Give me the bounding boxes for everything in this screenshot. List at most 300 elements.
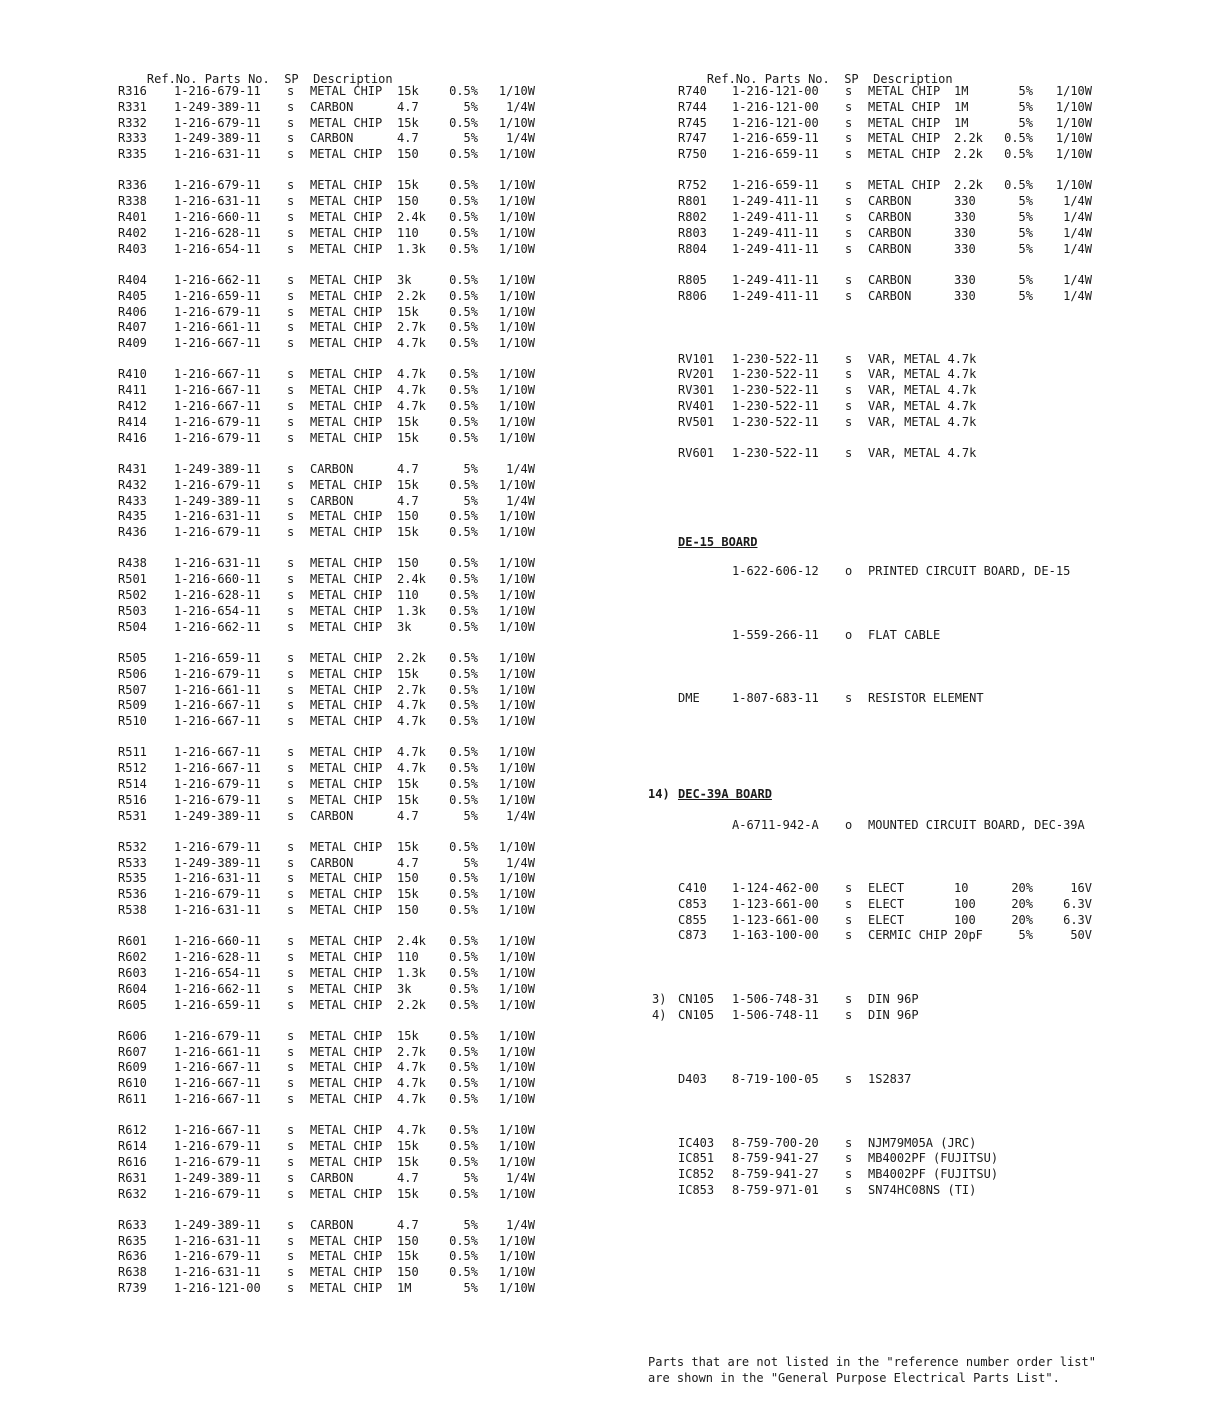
header-ref: Ref.No. [706, 72, 758, 86]
part-row [118, 1234, 558, 1250]
sp-code: s [845, 131, 853, 146]
description: 1S2837 [868, 1071, 912, 1086]
tolerance: 0.5% [1004, 131, 1033, 146]
sp-code: s [845, 1071, 853, 1086]
parts-no: 1-249-389-11 [174, 493, 261, 508]
tolerance: 5% [463, 1281, 478, 1295]
description: METAL CHIP [310, 1044, 383, 1059]
parts-no: 1-216-679-11 [174, 776, 261, 791]
value: 4.7 [397, 855, 419, 870]
rating: 50V [1070, 928, 1092, 943]
part-row [118, 415, 558, 431]
description: METAL CHIP [310, 1092, 383, 1107]
description: CARBON [868, 272, 912, 287]
ref-no: R510 [118, 714, 147, 729]
tolerance: 5% [463, 1217, 478, 1232]
ref-no: R739 [118, 1281, 147, 1295]
ref-no: R745 [678, 115, 707, 130]
ref-no: RV301 [678, 383, 715, 398]
parts-no: 1-163-100-00 [732, 928, 819, 943]
tolerance: 0.5% [449, 1233, 478, 1248]
parts-no: 1-216-662-11 [174, 981, 261, 996]
value: 3k [397, 981, 412, 996]
parts-no: 1-216-679-11 [174, 304, 261, 319]
parts-no: 1-216-121-00 [174, 1281, 261, 1295]
sp-code: s [287, 1170, 295, 1185]
parts-no: 1-123-661-00 [732, 896, 819, 911]
value: 20pF [954, 928, 983, 943]
value: 150 [397, 1233, 419, 1248]
rating: 1/4W [1063, 210, 1092, 225]
tolerance: 0.5% [449, 792, 478, 807]
parts-no: 1-216-679-11 [174, 666, 261, 681]
description: METAL CHIP [310, 839, 383, 854]
part-row [118, 745, 558, 761]
ref-no: R512 [118, 761, 147, 776]
rating: 1/4W [506, 461, 535, 476]
part-group [118, 273, 558, 352]
ref-no: R750 [678, 147, 707, 162]
parts-no: 1-230-522-11 [732, 351, 819, 366]
sp-code: s [287, 776, 295, 791]
ref-no: DME [678, 691, 700, 706]
tolerance: 0.5% [449, 887, 478, 902]
description: METAL CHIP [310, 666, 383, 681]
value: 4.7 [397, 493, 419, 508]
sp-code: s [287, 903, 295, 918]
ref-no: R805 [678, 272, 707, 287]
rating: 1/4W [506, 131, 535, 146]
tolerance: 5% [1018, 210, 1033, 225]
rating: 1/10W [498, 588, 535, 603]
description: ELECT [868, 912, 905, 927]
tolerance: 0.5% [449, 997, 478, 1012]
parts-no: 1-216-661-11 [174, 682, 261, 697]
value: 1M [954, 99, 969, 114]
parts-no: 1-216-679-11 [174, 1249, 261, 1264]
ref-no: R632 [118, 1186, 147, 1201]
parts-no: 1-506-748-31 [732, 992, 819, 1007]
sp-code: s [287, 603, 295, 618]
part-row [118, 982, 558, 998]
tolerance: 0.5% [449, 1265, 478, 1280]
rating: 1/4W [506, 99, 535, 114]
value: 15k [397, 414, 419, 429]
part-row [118, 431, 558, 447]
ref-no: R802 [678, 210, 707, 225]
parts-no: 1-216-662-11 [174, 619, 261, 634]
parts-no: 1-216-628-11 [174, 588, 261, 603]
description: ELECT [868, 881, 905, 896]
description: METAL CHIP [310, 714, 383, 729]
header-ref: Ref.No. [146, 72, 198, 86]
ref-no: R406 [118, 304, 147, 319]
value: 4.7k [397, 367, 426, 382]
part-group [648, 84, 1118, 163]
value: 150 [397, 903, 419, 918]
rating: 1/10W [498, 1028, 535, 1043]
ref-no: R607 [118, 1044, 147, 1059]
sp-code: s [845, 383, 853, 398]
parts-no: 1-249-411-11 [732, 194, 819, 209]
value: 2.2k [954, 131, 983, 146]
part-row [648, 992, 1118, 1008]
description: METAL CHIP [310, 1123, 383, 1138]
description: CARBON [868, 225, 912, 240]
ref-no: C853 [678, 896, 707, 911]
sp-code: s [287, 808, 295, 823]
sp-code: s [287, 1154, 295, 1169]
rating: 1/10W [498, 430, 535, 445]
parts-no: 1-216-631-11 [174, 147, 261, 162]
part-row [648, 383, 1118, 399]
part-row [118, 966, 558, 982]
tolerance: 20% [1011, 912, 1033, 927]
parts-no: A-6711-942-A [732, 818, 819, 833]
description: RESISTOR ELEMENT [868, 691, 984, 706]
tolerance: 0.5% [449, 336, 478, 351]
part-row [648, 367, 1118, 383]
ref-no: R501 [118, 572, 147, 587]
tolerance: 0.5% [449, 194, 478, 209]
value: 150 [397, 147, 419, 162]
parts-no: 1-216-679-11 [174, 1154, 261, 1169]
parts-no: 1-216-679-11 [174, 1028, 261, 1043]
tolerance: 0.5% [449, 178, 478, 193]
parts-no: 1-216-121-00 [732, 84, 819, 98]
part-row [648, 913, 1118, 929]
ref-no: R535 [118, 871, 147, 886]
part-group [648, 446, 1118, 462]
tolerance: 0.5% [449, 776, 478, 791]
sp-code: s [287, 572, 295, 587]
rating: 1/10W [1055, 115, 1092, 130]
tolerance: 0.5% [449, 1123, 478, 1138]
tolerance: 5% [463, 493, 478, 508]
sp-code: s [845, 1151, 853, 1166]
tolerance: 0.5% [449, 650, 478, 665]
ref-no: R331 [118, 99, 147, 114]
part-row [648, 242, 1118, 258]
part-group [648, 691, 1118, 707]
part-row [118, 871, 558, 887]
value: 4.7 [397, 808, 419, 823]
description: METAL CHIP [310, 603, 383, 618]
rating: 1/10W [498, 194, 535, 209]
description: METAL CHIP [310, 272, 383, 287]
part-row [118, 998, 558, 1014]
sp-code: s [845, 414, 853, 429]
tolerance: 0.5% [449, 950, 478, 965]
description: METAL CHIP [310, 367, 383, 382]
description: METAL CHIP [310, 1233, 383, 1248]
part-row [118, 840, 558, 856]
rating: 1/10W [498, 241, 535, 256]
tolerance: 0.5% [449, 477, 478, 492]
tolerance: 0.5% [449, 1139, 478, 1154]
parts-no: 1-216-679-11 [174, 1139, 261, 1154]
column-header [118, 52, 558, 86]
rating: 1/10W [1055, 99, 1092, 114]
rating: 1/4W [506, 808, 535, 823]
part-row [118, 1045, 558, 1061]
part-group [648, 992, 1118, 1024]
parts-list-right [648, 52, 1118, 1214]
part-row [118, 1265, 558, 1281]
parts-no: 1-230-522-11 [732, 446, 819, 461]
part-row [118, 242, 558, 258]
tolerance: 0.5% [449, 1186, 478, 1201]
ref-no: R606 [118, 1028, 147, 1043]
part-group [118, 367, 558, 446]
ref-no: R605 [118, 997, 147, 1012]
header-parts: Parts No. [764, 72, 830, 86]
rating: 1/10W [1055, 84, 1092, 98]
footnote [648, 1354, 1096, 1386]
part-group [118, 84, 558, 163]
value: 15k [397, 477, 419, 492]
ref-no: R752 [678, 178, 707, 193]
ref-no: R611 [118, 1092, 147, 1107]
description: METAL CHIP [310, 210, 383, 225]
ref-no: R533 [118, 855, 147, 870]
part-group [648, 1072, 1118, 1088]
description: METAL CHIP [310, 650, 383, 665]
value: 330 [954, 272, 976, 287]
part-group [118, 178, 558, 257]
sp-code: s [287, 839, 295, 854]
part-row [118, 793, 558, 809]
sp-code: s [845, 225, 853, 240]
value: 2.2k [397, 997, 426, 1012]
value: 2.4k [397, 210, 426, 225]
parts-no: 1-216-667-11 [174, 745, 261, 760]
sp-code: s [287, 855, 295, 870]
rating: 1/10W [498, 178, 535, 193]
ref-no: R435 [118, 509, 147, 524]
column-header [648, 52, 1118, 86]
ref-no: R612 [118, 1123, 147, 1138]
parts-no: 1-216-631-11 [174, 556, 261, 571]
parts-no: 1-249-389-11 [174, 808, 261, 823]
value: 4.7k [397, 1076, 426, 1091]
description: METAL CHIP [310, 414, 383, 429]
rating: 1/10W [498, 761, 535, 776]
parts-no: 1-249-411-11 [732, 225, 819, 240]
rating: 1/10W [498, 839, 535, 854]
tolerance: 5% [1018, 84, 1033, 98]
sp-code: s [287, 241, 295, 256]
value: 100 [954, 896, 976, 911]
description: METAL CHIP [310, 477, 383, 492]
parts-no: 1-216-667-11 [174, 1060, 261, 1075]
parts-no: 1-216-667-11 [174, 367, 261, 382]
sp-code: s [287, 493, 295, 508]
part-group [118, 840, 558, 919]
description: METAL CHIP [310, 761, 383, 776]
description: METAL CHIP [310, 399, 383, 414]
ref-no: R747 [678, 131, 707, 146]
value: 15k [397, 1139, 419, 1154]
sp-code: s [845, 928, 853, 943]
part-row [118, 273, 558, 289]
sp-code: s [287, 320, 295, 335]
part-row [118, 714, 558, 730]
part-group [118, 556, 558, 635]
description: METAL CHIP [310, 194, 383, 209]
ref-no: CN105 [678, 1008, 715, 1023]
value: 15k [397, 776, 419, 791]
value: 15k [397, 525, 419, 540]
ref-no: C855 [678, 912, 707, 927]
header-sp: SP [844, 72, 859, 86]
value: 2.4k [397, 572, 426, 587]
description: DIN 96P [868, 1008, 919, 1023]
tolerance: 0.5% [449, 1060, 478, 1075]
description: METAL CHIP [868, 147, 941, 162]
sp-code: s [287, 666, 295, 681]
tolerance: 0.5% [449, 556, 478, 571]
part-row [118, 320, 558, 336]
parts-no: 1-216-654-11 [174, 965, 261, 980]
rating: 1/4W [1063, 288, 1092, 303]
rating: 1/10W [498, 776, 535, 791]
sp-code: s [287, 288, 295, 303]
rating: 1/10W [498, 714, 535, 729]
ref-no: RV401 [678, 398, 715, 413]
tolerance: 0.5% [449, 965, 478, 980]
parts-no: 1-216-661-11 [174, 320, 261, 335]
sp-code: s [287, 792, 295, 807]
value: 4.7k [397, 1092, 426, 1107]
sp-code: s [287, 588, 295, 603]
rating: 1/10W [498, 981, 535, 996]
sp-code: s [287, 1265, 295, 1280]
rating: 1/10W [498, 698, 535, 713]
value: 15k [397, 1186, 419, 1201]
rating: 1/10W [498, 950, 535, 965]
sp-code: s [287, 698, 295, 713]
rating: 1/10W [498, 603, 535, 618]
rating: 1/10W [498, 1265, 535, 1280]
value: 15k [397, 1249, 419, 1264]
part-row [648, 226, 1118, 242]
rating: 1/10W [498, 903, 535, 918]
parts-no: 1-216-659-11 [174, 997, 261, 1012]
ref-no: R332 [118, 115, 147, 130]
description: MB4002PF (FUJITSU) [868, 1167, 999, 1182]
parts-no: 1-216-679-11 [174, 115, 261, 130]
description: METAL CHIP [310, 147, 383, 162]
ref-no: R536 [118, 887, 147, 902]
parts-no: 8-719-100-05 [732, 1071, 819, 1086]
description: CARBON [868, 194, 912, 209]
description: NJM79M05A (JRC) [868, 1135, 977, 1150]
rating: 1/10W [498, 1123, 535, 1138]
sp-code: s [845, 1167, 853, 1182]
ref-no: RV101 [678, 351, 715, 366]
value: 4.7k [397, 336, 426, 351]
ref-no: R316 [118, 84, 147, 98]
part-row [118, 667, 558, 683]
sp-code: s [845, 446, 853, 461]
rating: 1/10W [498, 115, 535, 130]
description: METAL CHIP [310, 1076, 383, 1091]
ref-no: R609 [118, 1060, 147, 1075]
tolerance: 0.5% [449, 572, 478, 587]
part-row [648, 1167, 1118, 1183]
rating: 1/4W [506, 1170, 535, 1185]
parts-no: 1-249-389-11 [174, 461, 261, 476]
value: 2.2k [397, 288, 426, 303]
parts-no: 1-216-628-11 [174, 225, 261, 240]
value: 15k [397, 1028, 419, 1043]
value: 15k [397, 839, 419, 854]
parts-no: 8-759-971-01 [732, 1183, 819, 1197]
description: METAL CHIP [868, 131, 941, 146]
description: DIN 96P [868, 992, 919, 1007]
ref-no: R507 [118, 682, 147, 697]
part-row [118, 698, 558, 714]
ref-no: IC851 [678, 1151, 715, 1166]
parts-no: 1-216-631-11 [174, 1265, 261, 1280]
description: FLAT CABLE [868, 627, 941, 642]
parts-no: 1-216-679-11 [174, 839, 261, 854]
description: METAL CHIP [310, 698, 383, 713]
header-desc: Description [873, 72, 953, 86]
ref-no: R633 [118, 1217, 147, 1232]
description: METAL CHIP [310, 950, 383, 965]
parts-no: 1-216-667-11 [174, 399, 261, 414]
ref-no: R438 [118, 556, 147, 571]
ref-no: R433 [118, 493, 147, 508]
ref-no: IC852 [678, 1167, 715, 1182]
tolerance: 0.5% [449, 509, 478, 524]
tolerance: 0.5% [449, 1076, 478, 1091]
tolerance: 0.5% [449, 272, 478, 287]
tolerance: 5% [463, 855, 478, 870]
part-row [118, 588, 558, 604]
ref-no: R338 [118, 194, 147, 209]
ref-no: R506 [118, 666, 147, 681]
part-row [118, 525, 558, 541]
board-number: 14) [648, 787, 670, 802]
value: 15k [397, 666, 419, 681]
ref-no: R601 [118, 934, 147, 949]
parts-no: 1-216-628-11 [174, 950, 261, 965]
description: METAL CHIP [310, 682, 383, 697]
ref-no: R616 [118, 1154, 147, 1169]
header-sp: SP [284, 72, 299, 86]
parts-no: 1-216-660-11 [174, 210, 261, 225]
rating: 1/4W [1063, 272, 1092, 287]
sp-code: s [287, 556, 295, 571]
rating: 1/10W [498, 84, 535, 98]
description: METAL CHIP [310, 178, 383, 193]
sp-code: s [845, 147, 853, 162]
ref-no: R431 [118, 461, 147, 476]
value: 15k [397, 887, 419, 902]
header-desc: Description [313, 72, 393, 86]
sp-code: s [287, 1044, 295, 1059]
description: METAL CHIP [310, 383, 383, 398]
part-row [118, 1060, 558, 1076]
value: 330 [954, 194, 976, 209]
part-row [648, 564, 1118, 580]
tolerance: 0.5% [449, 1092, 478, 1107]
description: VAR, METAL 4.7k [868, 446, 977, 461]
ref-no: CN105 [678, 992, 715, 1007]
